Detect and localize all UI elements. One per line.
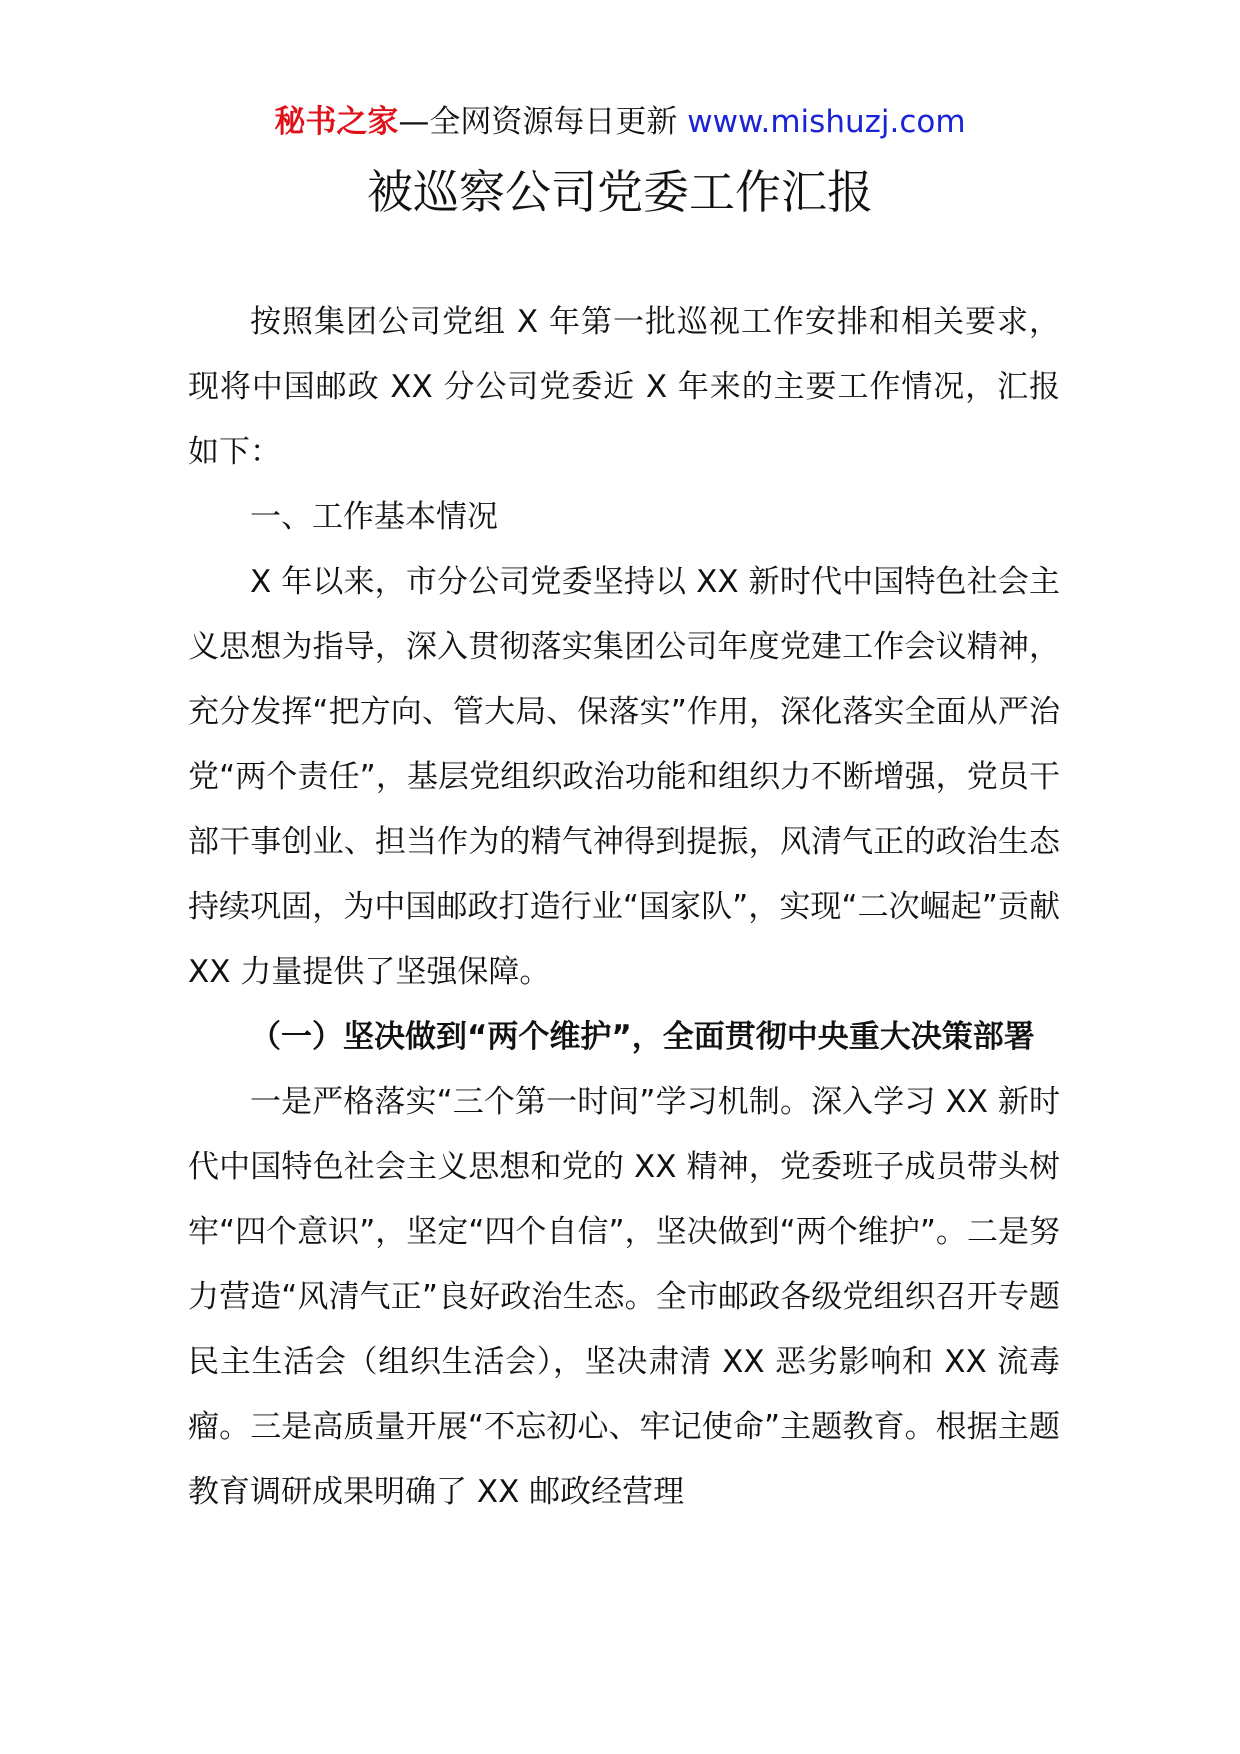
header-slogan: —全网资源每日更新: [398, 104, 688, 140]
document-title: 被巡察公司党委工作汇报: [367, 165, 873, 219]
subsection-heading: （一）坚决做到“两个维护”，全面贯彻中央重大决策部署: [250, 1019, 1035, 1055]
detail-paragraph: 一是严格落实“三个第一时间”学习机制。深入学习 XX 新时代中国特色社会主义思想和党的 XX 精神，党委班子成员带头树牢“四个意识”，坚定“四个自信”，坚决做到“两个维护”。二是努力营造“风清气正”良好政治生态。全市邮政各级党组织召开专题民主生活会（组织生活会），坚决肃清 XX 恶劣影响和 XX 流毒瘤。三是高质量开展“不忘初心、牢记使命”主题教育。根据主题教育调研成果明确了 XX 邮政经营理: [188, 1084, 1060, 1510]
document-body: [188, 290, 1060, 1525]
brand-name: 秘书之家: [274, 104, 399, 140]
intro-paragraph: 按照集团公司党组 X 年第一批巡视工作安排和相关要求，现将中国邮政 XX 分公司党委近 X 年来的主要工作情况，汇报如下：: [188, 304, 1060, 470]
site-url-link[interactable]: www.mishuzj.com: [687, 104, 966, 140]
section-heading: 一、工作基本情况: [250, 499, 498, 535]
watermark-header: [0, 100, 1240, 144]
overview-paragraph: X 年以来，市分公司党委坚持以 XX 新时代中国特色社会主义思想为指导，深入贯彻落实集团公司年度党建工作会议精神，充分发挥“把方向、管大局、保落实”作用，深化落实全面从严治党“两个责任”，基层党组织政治功能和组织力不断增强，党员干部干事创业、担当作为的精气神得到提振，风清气正的政治生态持续巩固，为中国邮政打造行业“国家队”，实现“二次崛起”贡献 XX 力量提供了坚强保障。: [188, 564, 1060, 990]
